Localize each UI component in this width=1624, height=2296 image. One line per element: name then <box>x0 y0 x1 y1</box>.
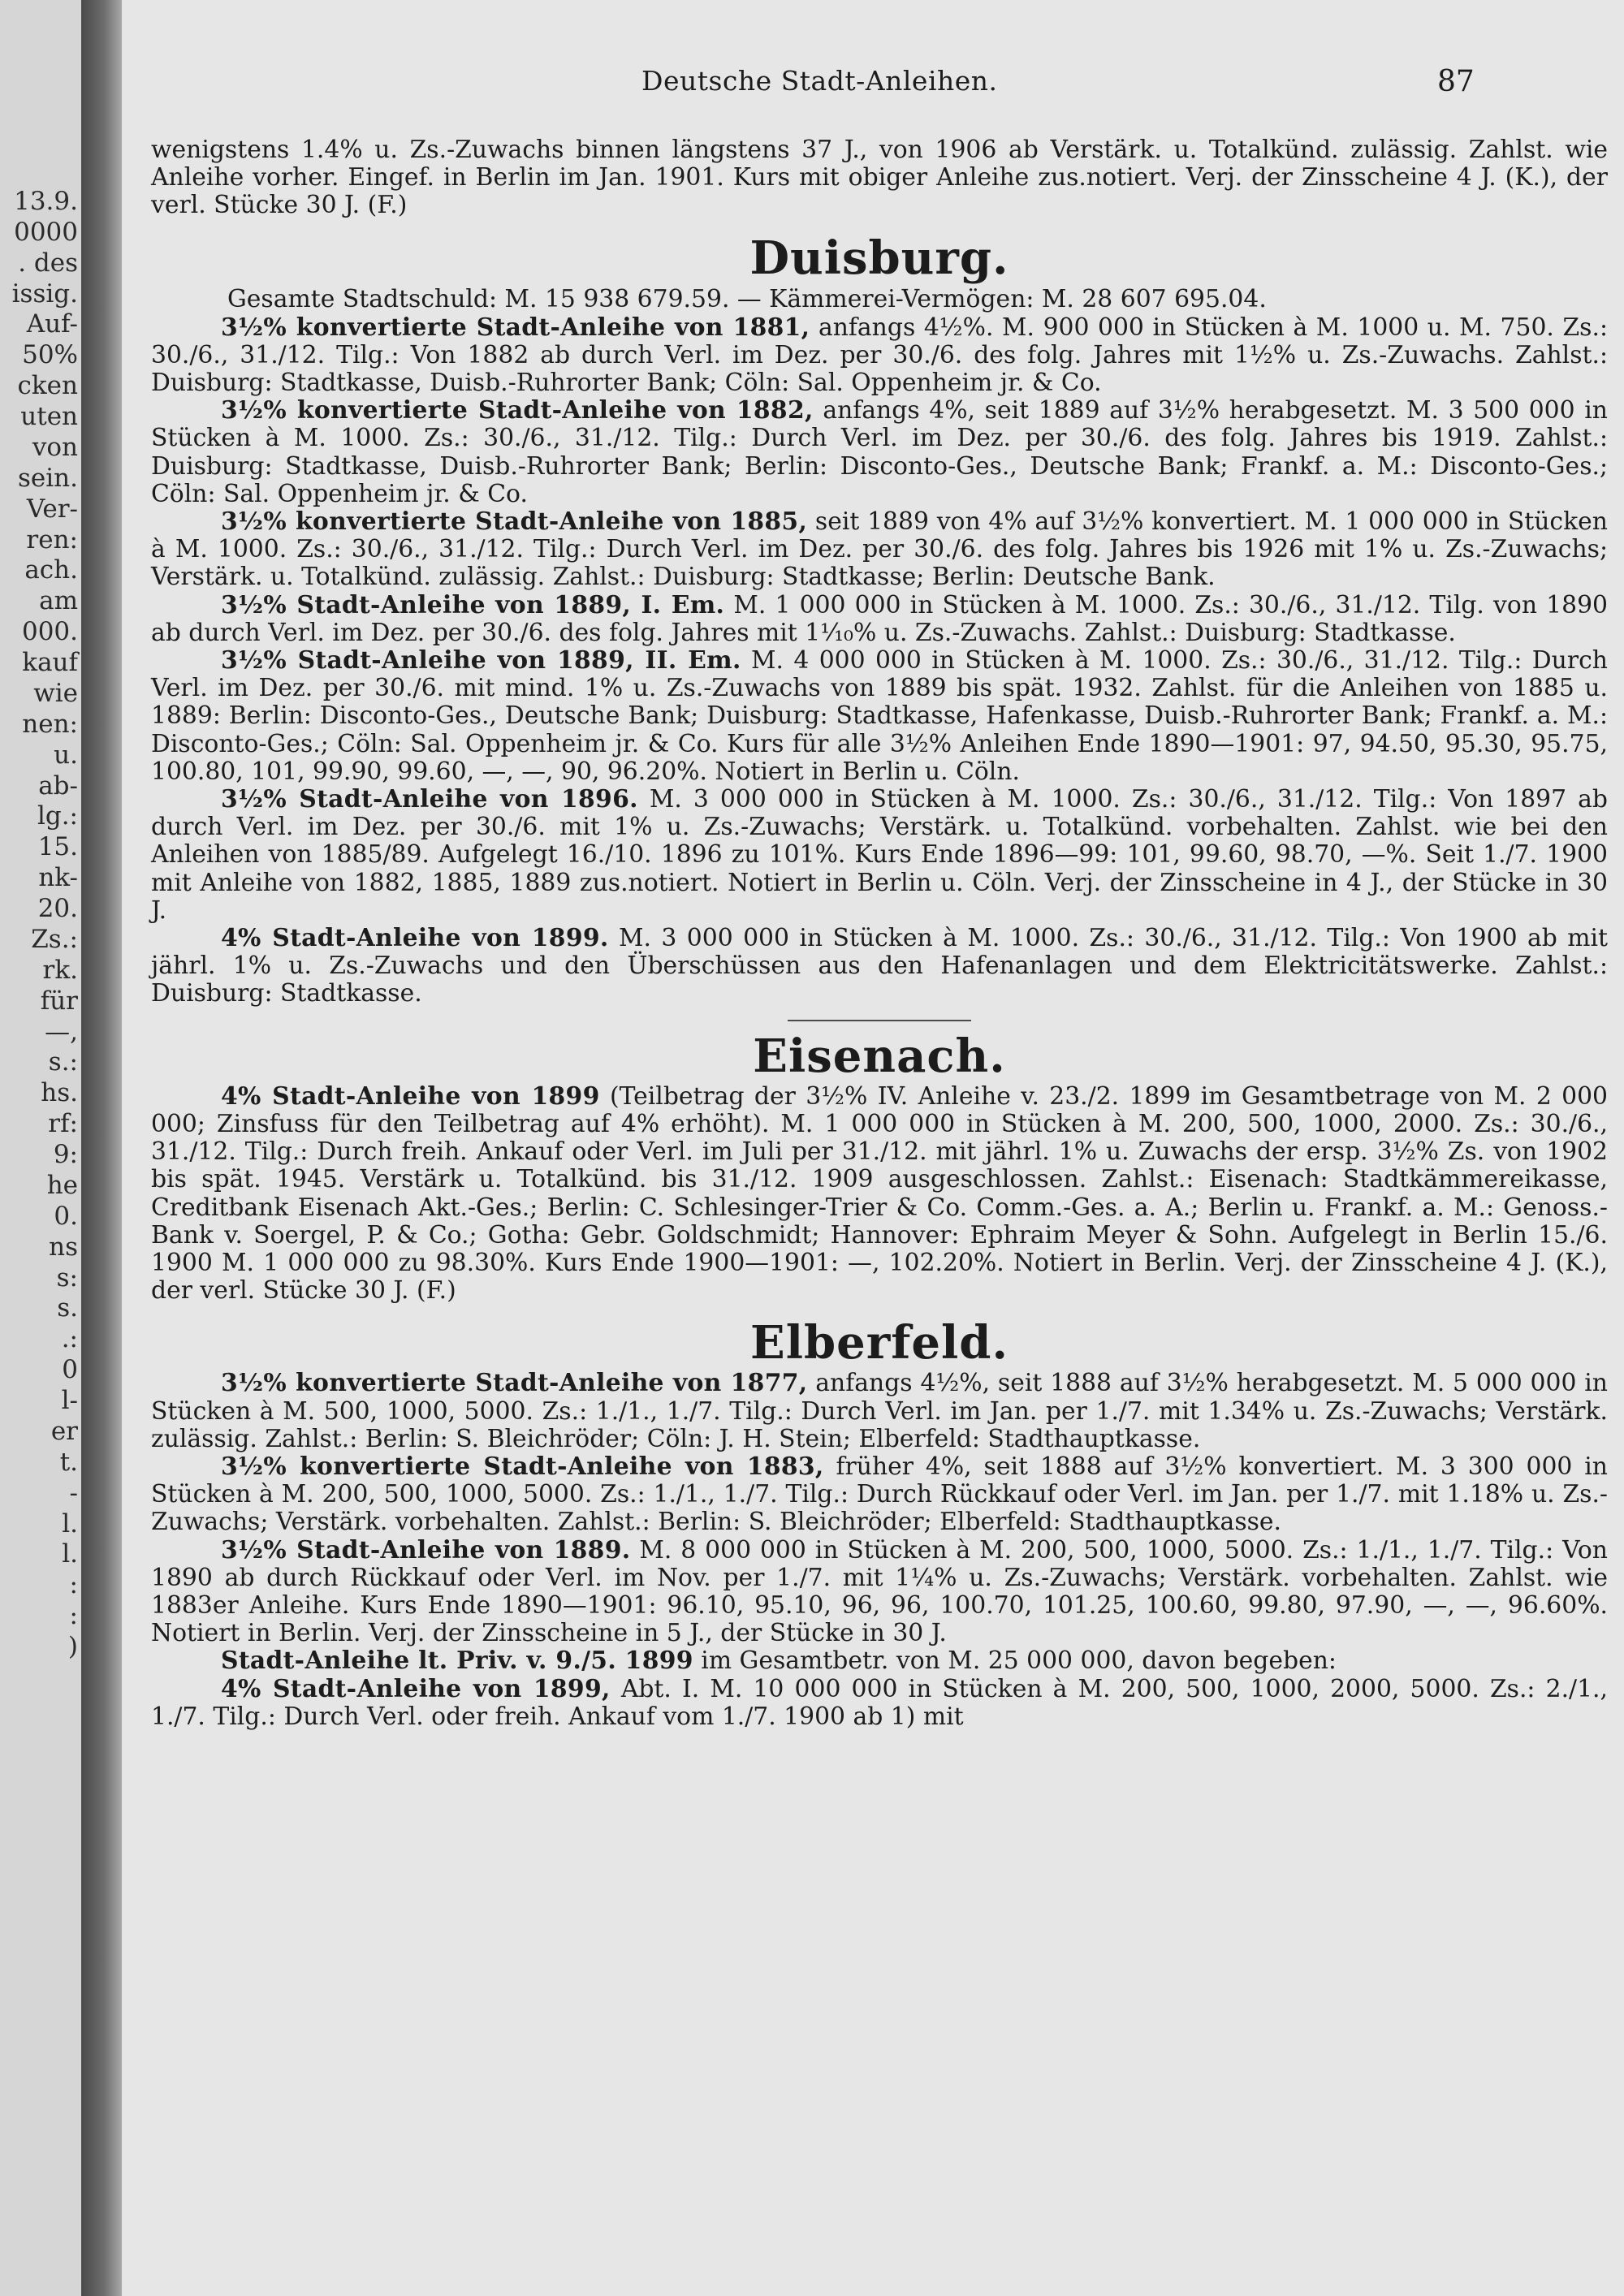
bond-entry <box>151 1370 1608 1453</box>
previous-page-fragment: 20. <box>37 894 78 923</box>
bond-entry <box>151 314 1608 398</box>
previous-page-fragment: rk. <box>42 956 78 985</box>
previous-page-fragment: issig. <box>11 279 78 309</box>
bond-title: 3½% Stadt-Anleihe von 1889, I. Em. <box>221 590 725 619</box>
previous-page-fragment: : <box>69 1570 78 1599</box>
previous-page-fragment: Auf- <box>26 309 78 339</box>
previous-page-fragment: für <box>40 986 78 1016</box>
page-number: 87 <box>1437 65 1475 98</box>
bond-title: Stadt-Anleihe lt. Priv. v. 9./5. 1899 <box>221 1646 693 1676</box>
previous-page-fragment: s. <box>57 1293 78 1323</box>
previous-page-fragment: 50% <box>22 340 78 369</box>
previous-page-fragment: Ver- <box>26 494 78 524</box>
previous-page-fragment: l- <box>61 1386 78 1415</box>
previous-page-fragment: u. <box>54 740 78 770</box>
section-title-elberfeld: Elberfeld. <box>750 1316 1009 1370</box>
bond-text: seit 1889 von 4% auf 3½% konvertiert. M. 1 000 000 in Stücken à M. 1000. Zs.: 30./6., 31./12. Tilg.: Durch Verl. im Dez. per 30./6. des folg. Jahres bis 1926 mit 1% u. Zs.-Zuwachs; Verstärk. u. Totalkünd. zulässig. Zahlst.: Duisburg: Stadtkasse; Berlin: Deutsche Bank. <box>151 507 1608 592</box>
bond-entry <box>151 397 1608 508</box>
previous-page-fragment: - <box>69 1478 78 1508</box>
previous-page-fragment: sein. <box>18 464 78 493</box>
previous-page-fragment: s: <box>56 1263 78 1293</box>
previous-page-fragment: Zs.: <box>31 925 78 954</box>
bond-title: 3½% konvertierte Stadt-Anleihe von 1877, <box>221 1369 808 1398</box>
page-content <box>151 136 1608 1731</box>
bond-entry <box>151 925 1608 1008</box>
previous-page-fragment: er <box>50 1417 78 1446</box>
previous-page-fragment: —, <box>45 1017 78 1047</box>
section-title-duisburg: Duisburg. <box>749 231 1009 285</box>
bond-entry <box>151 508 1608 592</box>
bond-title: 3½% Stadt-Anleihe von 1896. <box>221 785 638 814</box>
bond-entry <box>151 1453 1608 1537</box>
previous-page-fragment: ren: <box>26 525 78 555</box>
bond-title: 3½% konvertierte Stadt-Anleihe von 1881, <box>221 313 810 342</box>
book-gutter <box>81 0 122 2296</box>
bond-entry <box>151 1676 1608 1731</box>
previous-page-fragment: am <box>39 586 78 615</box>
previous-page-fragment: : <box>69 1601 78 1630</box>
bond-text: Abt. I. M. 10 000 000 in Stücken à M. 200, 500, 1000, 2000, 5000. Zs.: 2./1., 1./7. Tilg.: Durch Verl. oder freih. Ankauf vom 1./7. 1900 ab 1) mit <box>151 1674 1608 1731</box>
previous-page-fragment: .: <box>61 1324 78 1353</box>
previous-page-fragment: l. <box>62 1509 78 1539</box>
previous-page-fragment: . des <box>18 248 78 278</box>
elberfeld-entries <box>151 1370 1608 1731</box>
bond-text: im Gesamtbetr. von M. 25 000 000, davon begeben: <box>701 1646 1337 1676</box>
eisenach-entries <box>151 1083 1608 1306</box>
book-page <box>122 0 1624 2296</box>
previous-page-fragment: 0000 <box>14 218 78 247</box>
bond-entry <box>151 1647 1608 1675</box>
bond-title: 3½% konvertierte Stadt-Anleihe von 1882, <box>221 396 814 425</box>
previous-page-fragment: 000. <box>21 617 78 646</box>
intro-paragraph: wenigstens 1.4% u. Zs.-Zuwachs binnen längstens 37 J., von 1906 ab Verstärk. u. Totalkünd. zulässig. Zahlst. wie Anleihe vorher. Eingef. in Berlin im Jan. 1901. Kurs mit obiger Anleihe zus.notiert. Verj. der Zinsscheine 4 J. (K.), der verl. Stücke 30 J. (F.) <box>151 136 1608 220</box>
bond-entry <box>151 1537 1608 1648</box>
section-divider <box>788 1020 971 1021</box>
running-title: Deutsche Stadt-Anleihen. <box>641 65 998 97</box>
previous-page-fragment: cken <box>17 371 78 400</box>
previous-page-fragment: ab- <box>38 771 78 801</box>
bond-text: anfangs 4½%. M. 900 000 in Stücken à M. 1000 u. M. 750. Zs.: 30./6., 31./12. Tilg.: Von 1882 ab durch Verl. im Dez. per 30./6. des folg. Jahres mit 1½% u. Zs.-Zuwachs. Zahlst.: Duisburg: Stadtkasse, Duisb.-Ruhrorter Bank; Cöln: Sal. Oppenheim jr. & Co. <box>151 313 1608 398</box>
section-title-eisenach: Eisenach. <box>753 1029 1006 1083</box>
previous-page-fragment: he <box>46 1171 78 1200</box>
bond-text: M. 4 000 000 in Stücken à M. 1000. Zs.: 30./6., 31./12. Tilg.: Durch Verl. im Dez. per 30./6. mit mind. 1% u. Zs.-Zuwachs von 1889 bis spät. 1932. Zahlst. für die Anleihen von 1885 u. 1889: Berlin: Disconto-Ges., Deutsche Bank; Duisburg: Stadtkasse, Hafenkasse, Duisb.-Ruhrorter Bank; Frankf. a. M.: Disconto-Ges.; Cöln: Sal. Oppenheim jr. & Co. Kurs für alle 3½% Anleihen Ende 1890—1901: 97, 94.50, 95.30, 95.75, 100.80, 101, 99.90, 99.60, —, —, 90, 96.20%. Notiert in Berlin u. Cöln. <box>151 646 1608 786</box>
bond-title: 3½% konvertierte Stadt-Anleihe von 1883, <box>221 1452 824 1481</box>
previous-page-fragment: s.: <box>48 1047 78 1077</box>
previous-page-fragment: lg.: <box>37 801 78 831</box>
bond-text: M. 3 000 000 in Stücken à M. 1000. Zs.: 30./6., 31./12. Tilg.: Von 1897 ab durch Verl. im Dez. per 30./6. mit 1% u. Zs.-Zuwachs; Verstärk. u. Totalkünd. vorbehalten. Zahlst. wie bei den Anleihen von 1885/89. Aufgelegt 16./10. 1896 zu 101%. Kurs Ende 1896—99: 101, 99.60, 98.70, —%. Seit 1./7. 1900 mit Anleihe von 1882, 1885, 1889 zus.notiert. Notiert in Berlin u. Cöln. Verj. der Zinsscheine in 4 J., der Stücke in 30 J. <box>151 785 1608 925</box>
bond-entry <box>151 1083 1608 1306</box>
bond-text: M. 8 000 000 in Stücken à M. 200, 500, 1000, 5000. Zs.: 1./1., 1./7. Tilg.: Von 1890 ab durch Rückkauf oder Verl. im Nov. per 1./7. mit 1¼% u. Zs.-Zuwachs; Verstärk. vorbehalten. Zahlst. wie 1883er Anleihe. Kurs Ende 1890—1901: 96.10, 95.10, 96, 96, 100.70, 101.25, 100.60, 99.80, 97.90, —, —, 96.60%. Notiert in Berlin. Verj. der Zinsscheine in 5 J., der Stücke in 30 J. <box>151 1535 1608 1648</box>
previous-page-fragment: ns <box>49 1232 78 1262</box>
previous-page-fragment: wie <box>33 679 78 708</box>
bond-text: anfangs 4½%, seit 1888 auf 3½% herabgesetzt. M. 5 000 000 in Stücken à M. 500, 1000, 5000. Zs.: 1./1., 1./7. Tilg.: Durch Verl. im Jan. per 1./7. mit 1.34% u. Zs.-Zuwachs; Verstärk. zulässig. Zahlst.: Berlin: S. Bleichröder; Cöln: J. H. Stein; Elberfeld: Stadthauptkasse. <box>151 1369 1608 1453</box>
previous-page-fragment: 13.9. <box>14 187 78 216</box>
previous-page-fragment: 9: <box>53 1140 78 1169</box>
duisburg-entries <box>151 314 1608 1008</box>
previous-page-fragment: rf: <box>48 1109 78 1138</box>
previous-page-fragment: l. <box>62 1539 78 1569</box>
bond-entry <box>151 786 1608 925</box>
previous-page-fragment: uten <box>20 402 78 431</box>
previous-page-fragment: nen: <box>22 710 78 739</box>
bond-entry <box>151 592 1608 647</box>
previous-page-fragment: ach. <box>24 555 78 585</box>
page-header <box>122 65 1624 106</box>
bond-title: 3½% Stadt-Anleihe von 1889. <box>221 1535 631 1564</box>
bond-text: M. 1 000 000 in Stücken à M. 1000. Zs.: 30./6., 31./12. Tilg. von 1890 ab durch Verl. im Dez. per 30./6. des folg. Jahres mit 1¹⁄₁₀% u. Zs.-Zuwachs. Zahlst.: Duisburg: Stadtkasse. <box>151 590 1608 647</box>
bond-title: 3½% konvertierte Stadt-Anleihe von 1885, <box>221 507 808 537</box>
previous-page-edge <box>0 0 81 2296</box>
bond-title: 4% Stadt-Anleihe von 1899 <box>221 1081 600 1111</box>
bond-title: 4% Stadt-Anleihe von 1899, <box>221 1674 611 1703</box>
bond-text: (Teilbetrag der 3½% IV. Anleihe v. 23./2. 1899 im Gesamtbetrage von M. 2 000 000; Zinsfuss für den Teilbetrag auf 4% erhöht). M. 1 000 000 in Stücken à M. 200, 500, 1000, 2000. Zs.: 30./6., 31./12. Tilg.: Durch freih. Ankauf oder Verl. im Juli per 31./12. mit jährl. 1% u. Zuwachs der ersp. 3½% Zs. von 1902 bis spät. 1945. Verstärk u. Totalkünd. bis 31./12. 1909 ausgeschlossen. Zahlst.: Eisenach: Stadtkämmereikasse, Creditbank Eisenach Akt.-Ges.; Berlin: C. Schlesinger-Trier & Co. Comm.-Ges. a. A.; Berlin u. Frankf. a. M.: Genoss.-Bank v. Soergel, P. & Co.; Gotha: Gebr. Goldschmidt; Hannover: Ephraim Meyer & Sohn. Aufgelegt in Berlin 15./6. 1900 M. 1 000 000 zu 98.30%. Kurs Ende 1900—1901: —, 102.20%. Notiert in Berlin. Verj. der Zinsscheine 4 J. (K.), der verl. Stücke 30 J. (F.) <box>151 1081 1608 1306</box>
bond-title: 3½% Stadt-Anleihe von 1889, II. Em. <box>221 646 741 675</box>
previous-page-fragment: t. <box>59 1448 78 1477</box>
bond-text: anfangs 4%, seit 1889 auf 3½% herabgesetzt. M. 3 500 000 in Stücken à M. 1000. Zs.: 30./6., 31./12. Tilg.: Durch Verl. im Dez. per 30./6. des folg. Jahres bis 1919. Zahlst.: Duisburg: Stadtkasse, Duisb.-Ruhrorter Bank; Berlin: Disconto-Ges., Deutsche Bank; Frankf. a. M.: Disconto-Ges.; Cöln: Sal. Oppenheim jr. & Co. <box>151 396 1608 508</box>
previous-page-fragment: kauf <box>22 648 78 677</box>
bond-entry <box>151 647 1608 786</box>
previous-page-fragment: hs. <box>41 1078 78 1107</box>
bond-text: früher 4%, seit 1888 auf 3½% konvertiert. M. 3 300 000 in Stücken à M. 200, 500, 1000, 5000. Zs.: 1./1., 1./7. Tilg.: Durch Rückkauf oder Verl. im Jan. per 1./7. mit 1.18% u. Zs.-Zuwachs; Verstärk. vorbehalten. Zahlst.: Berlin: S. Bleichröder; Elberfeld: Stadthauptkasse. <box>151 1452 1608 1537</box>
previous-page-fragment: 15. <box>37 832 78 861</box>
bond-title: 4% Stadt-Anleihe von 1899. <box>221 924 609 953</box>
previous-page-fragment: 0. <box>54 1202 78 1231</box>
previous-page-fragment: ) <box>67 1632 78 1661</box>
previous-page-fragment: nk- <box>38 863 78 892</box>
duisburg-summary: Gesamte Stadtschuld: M. 15 938 679.59. — Kämmerei-Vermögen: M. 28 607 695.04. <box>227 284 1267 313</box>
bond-text: M. 3 000 000 in Stücken à M. 1000. Zs.: 30./6., 31./12. Tilg.: Von 1900 ab mit jährl. 1% u. Zs.-Zuwachs und den Überschüssen aus den Hafenanlagen und dem Elektricitätswerke. Zahlst.: Duisburg: Stadtkasse. <box>151 924 1608 1008</box>
previous-page-fragment: von <box>32 433 78 462</box>
previous-page-fragment: 0 <box>62 1355 78 1384</box>
